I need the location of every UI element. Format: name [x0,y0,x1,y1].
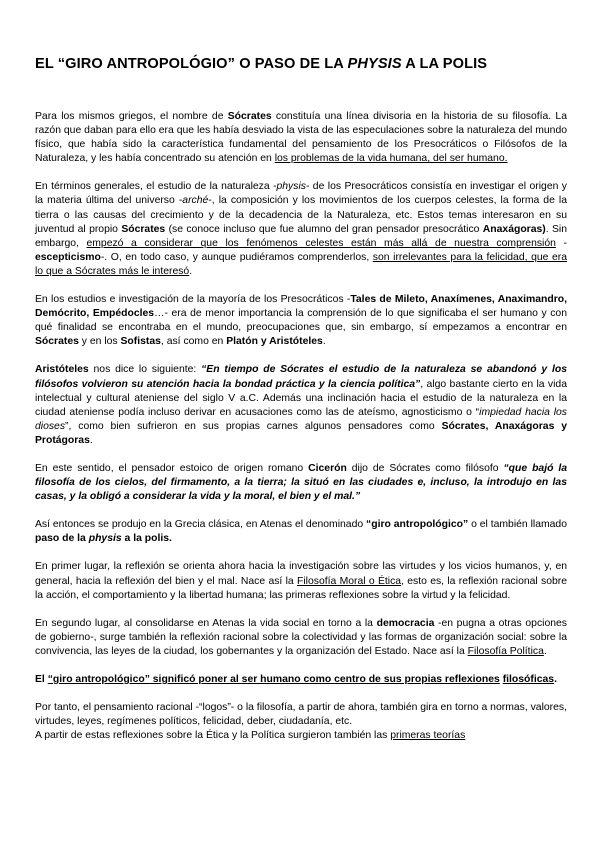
paragraph-10: Por tanto, el pensamiento racional -“logos”- o la filosofía, a partir de ahora, también gira en torno a normas, valores, virtudes, leyes, regímenes políticos, felicidad, deber, ciudadanía, etc. [35,702,567,728]
page-title [35,56,567,73]
paragraph-11: A partir de estas reflexiones sobre la Ética y la Política surgieron también las primeras teorías [35,730,466,742]
paragraph-6: Así entonces se produjo en la Grecia clásica, en Atenas el denominado “giro antropológico” o el también llamado paso de la physis a la polis. [35,519,567,545]
paragraph-4: Aristóteles nos dice lo siguiente: “En tiempo de Sócrates el estudio de la naturaleza se abandonó y los filósofos volvieron su atención hacia la bondad práctica y la ciencia política”, algo bastante cierto en la vida intelectual y cultural ateniense del siglo V a.C. Además una inclinación hacia el estudio de la naturaleza en la ciudad ateniense podía incluso derivar en acusaciones como las de ateísmo, agnosticismo o “impiedad hacia los dioses”, como bien sufrieron en sus propias carnes algunos pensadores como Sócrates, Anaxágoras y Protágoras. [35,364,567,446]
title-text: EL “GIRO ANTROPOLÓGIO” O PASO DE LA [35,56,348,72]
paragraph-9: El “giro antropológico” significó poner al ser humano como centro de sus propias reflexiones filosóficas. [35,674,557,685]
paragraph-3: En los estudios e investigación de la mayoría de los Presocráticos -Tales de Mileto, Anaxímenes, Anaximandro, Demócrito, Empédocles…- era de menor importancia la comprensión de lo que significaba el ser humano y con qué finalidad se encontraba en el mundo, preocupaciones que, sin embargo, sí empezamos a encontrar en Sócrates y en los Sofistas, así como en Platón y Aristóteles. [35,294,567,348]
title-physis: PHYSIS [347,56,402,72]
paragraph-1: Para los mismos griegos, el nombre de Sócrates constituía una línea divisoria en la historia de su filosofía. La razón que daban para ello era que les había desviado la vista de las especulaciones sobre la naturaleza del mundo físico, que había sido la característica fundamental del pensamiento de los Presocráticos o Filósofos de la Naturaleza, y les había concentrado su atención en los problemas de la vida humana, del ser humano. [35,111,567,165]
title-text-end: A LA POLIS [401,56,488,72]
paragraph-2: En términos generales, el estudio de la naturaleza -physis- de los Presocráticos consistía en investigar el origen y la materia última del universo -arché-, la composición y los movimientos de los cuerpos celestes, la forma de la tierra o las causas del crecimiento y de la decadencia de la Naturaleza, etc. Estos temas interesaron en su juventud al propio Sócrates (se conoce incluso que fue alumno del gran pensador presocrático Anaxágoras). Sin embargo, empezó a considerar que los fenómenos celestes están más allá de nuestra comprensión -escepticismo-. O, en todo caso, y aunque pudiéramos comprenderlos, son irrelevantes para la felicidad, que era lo que a Sócrates más le interesó. [35,181,568,277]
paragraph-7: En primer lugar, la reflexión se orienta ahora hacia la investigación sobre las virtudes y los vicios humanos, y, en general, hacia la reflexión del bien y el mal. Nace así la Filosofía Moral o Ética, esto es, la reflexión racional sobre la acción, el comportamiento y la libertad humana; las primeras reflexiones sobre la virtud y la felicidad. [35,561,568,601]
paragraph-8: En segundo lugar, al consolidarse en Atenas la vida social en torno a la democracia -en pugna a otras opciones de gobierno-, surge también la reflexión racional sobre la colectividad y las formas de organización social: sobre la convivencia, las leyes de la ciudad, los gobernantes y la organización del Estado. Nace así la Filosofía Política. [35,617,567,657]
paragraph-5: En este sentido, el pensador estoico de origen romano Cicerón dijo de Sócrates como filósofo “que bajó la filosofía de los cielos, del firmamento, a la tierra; la situó en las ciudades e, incluso, la introdujo en las casas, y la obligó a considerar la vida y la moral, el bien y el mal.” [35,462,568,503]
